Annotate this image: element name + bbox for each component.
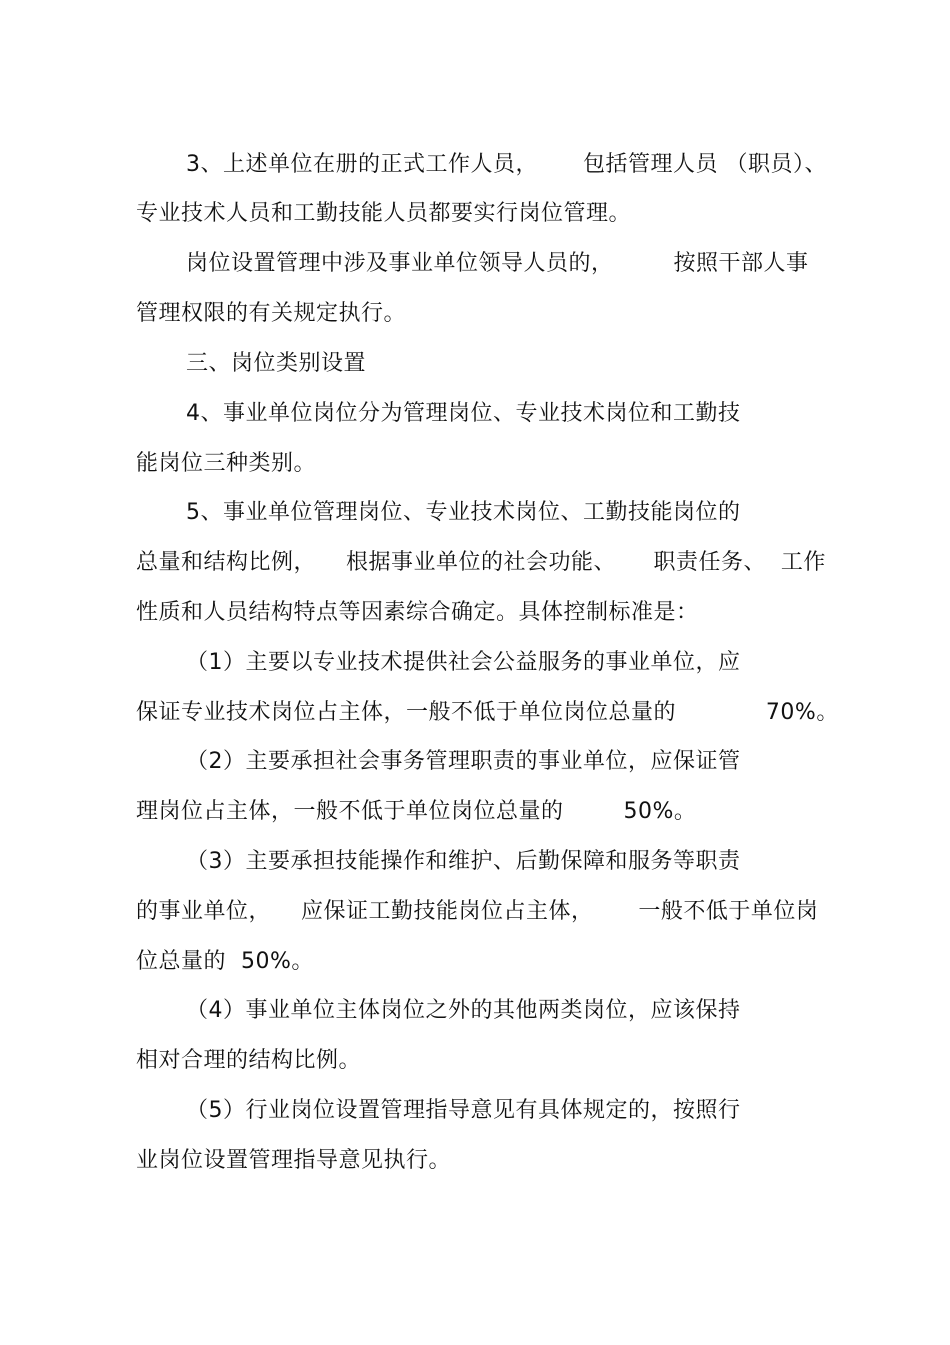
paragraph-line: 管理权限的有关规定执行。 <box>136 301 407 326</box>
paragraph-line: 性质和人员结构特点等因素综合确定。具体控制标准是： <box>136 600 699 625</box>
paragraph-line: 保证专业技术岗位占主体，一般不低于单位岗位总量的 70%。 <box>136 700 839 725</box>
section-heading: 三、岗位类别设置 <box>186 351 367 376</box>
paragraph-line: 业岗位设置管理指导意见执行。 <box>136 1148 452 1173</box>
paragraph-line: 岗位设置管理中涉及事业单位领导人员的， 按照干部人事 <box>186 251 809 276</box>
paragraph-line: 5、事业单位管理岗位、专业技术岗位、工勤技能岗位的 <box>186 500 741 525</box>
paragraph-line: 相对合理的结构比例。 <box>136 1048 362 1073</box>
paragraph-line: （4）事业单位主体岗位之外的其他两类岗位，应该保持 <box>186 998 741 1023</box>
paragraph-line: （2）主要承担社会事务管理职责的事业单位，应保证管 <box>186 749 741 774</box>
paragraph-line: （3）主要承担技能操作和维护、后勤保障和服务等职责 <box>186 849 741 874</box>
paragraph-line: 能岗位三种类别。 <box>136 451 317 476</box>
paragraph-line: 位总量的 50%。 <box>136 949 314 974</box>
paragraph-line: 专业技术人员和工勤技能人员都要实行岗位管理。 <box>136 201 632 226</box>
paragraph-line: （5）行业岗位设置管理指导意见有具体规定的，按照行 <box>186 1098 741 1123</box>
paragraph-line: 3、上述单位在册的正式工作人员， 包括管理人员 （职员）、 <box>186 152 827 177</box>
paragraph-line: 总量和结构比例， 根据事业单位的社会功能、 职责任务、 工作 <box>136 550 826 575</box>
paragraph-line: 的事业单位， 应保证工勤技能岗位占主体， 一般不低于单位岗 <box>136 899 819 924</box>
paragraph-line: 理岗位占主体，一般不低于单位岗位总量的 50%。 <box>136 799 697 824</box>
paragraph-line: 4、事业单位岗位分为管理岗位、专业技术岗位和工勤技 <box>186 401 741 426</box>
paragraph-line: （1）主要以专业技术提供社会公益服务的事业单位，应 <box>186 650 741 675</box>
